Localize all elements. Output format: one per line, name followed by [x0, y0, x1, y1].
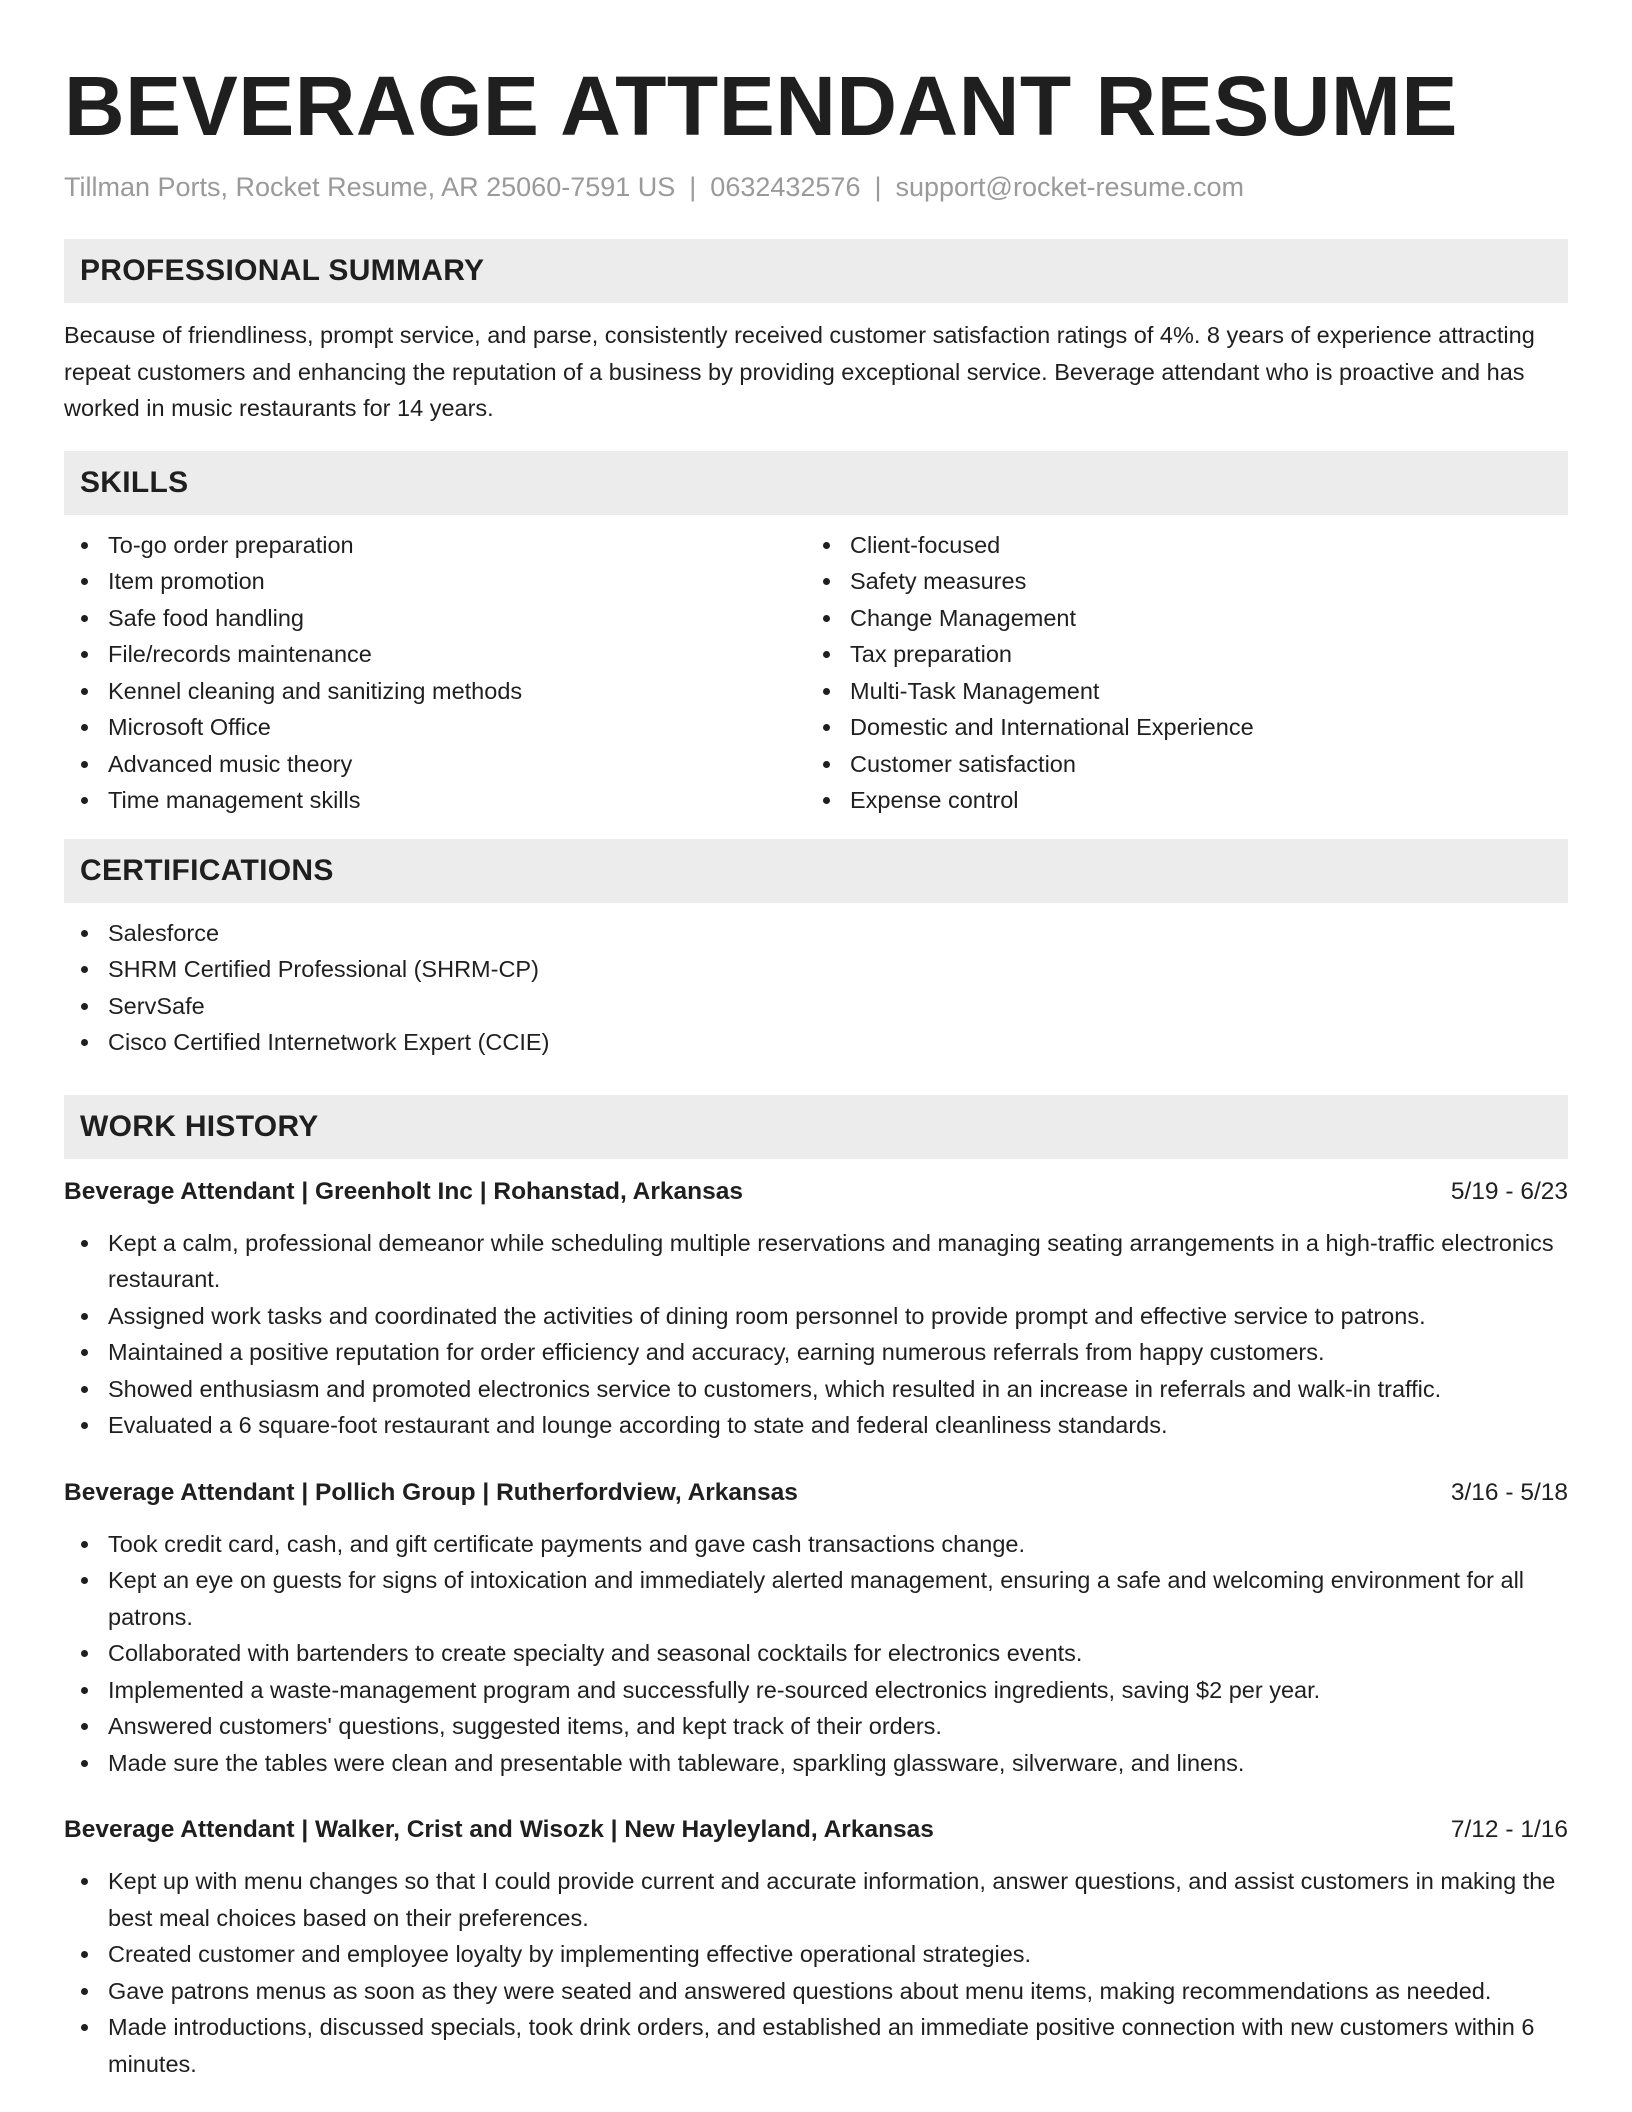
section-header-skills: SKILLS [64, 451, 1568, 515]
job-dates: 3/16 - 5/18 [1450, 1478, 1568, 1506]
skill-item: Time management skills [108, 782, 806, 819]
job-title: Beverage Attendant | Walker, Crist and Wisozk | New Hayleyland, Arkansas [64, 1816, 934, 1843]
skills-list-left [64, 527, 806, 819]
section-header-summary: PROFESSIONAL SUMMARY [64, 239, 1568, 303]
job-title: Beverage Attendant | Greenholt Inc | Rohanstad, Arkansas [64, 1177, 744, 1205]
job-entry [64, 1813, 1568, 2082]
job-duty: Answered customers' questions, suggested items, and kept track of their orders. [108, 1708, 1568, 1745]
certification-item: SHRM Certified Professional (SHRM-CP) [108, 951, 1568, 988]
skill-item: Item promotion [108, 563, 806, 600]
job-duties-list [64, 1863, 1568, 2082]
contact-separator: | [689, 172, 697, 202]
skills-grid [64, 527, 1568, 819]
job-duty: Kept up with menu changes so that I could provide current and accurate information, answer questions, and assist customers in making the best meal choices based on their preferences. [108, 1863, 1568, 1936]
summary-text: Because of friendliness, prompt service, and parse, consistently received customer satisfaction ratings of 4%. 8 years of experience attracting repeat customers and enhancing the reputation of a business by providing exceptional service. Beverage attendant who is proactive and has worked in music restaurants for 14 years. [64, 322, 1535, 421]
resume-title: BEVERAGE ATTENDANT RESUME [64, 59, 1458, 153]
skill-item: Multi-Task Management [850, 673, 1548, 710]
contact-line [64, 170, 1568, 204]
contact-phone[interactable]: 0632432576 [710, 172, 861, 202]
skill-item: Safety measures [850, 563, 1548, 600]
certification-item: Salesforce [108, 915, 1568, 952]
skill-item: To-go order preparation [108, 527, 806, 564]
job-duty: Collaborated with bartenders to create specialty and seasonal cocktails for electronics events. [108, 1635, 1568, 1672]
job-duty: Made introductions, discussed specials, took drink orders, and established an immediate positive connection with new customers within 6 minutes. [108, 2009, 1568, 2082]
skill-item: Tax preparation [850, 636, 1548, 673]
skill-item: File/records maintenance [108, 636, 806, 673]
skill-item: Change Management [850, 600, 1548, 637]
skill-item: Microsoft Office [108, 709, 806, 746]
certification-item: Cisco Certified Internetwork Expert (CCIE) [108, 1024, 1568, 1061]
contact-separator: | [874, 172, 882, 202]
certification-item: ServSafe [108, 988, 1568, 1025]
contact-address: Tillman Ports, Rocket Resume, AR 25060-7591 US [64, 172, 676, 202]
job-duties-list [64, 1526, 1568, 1782]
job-duty: Implemented a waste-management program and successfully re-sourced electronics ingredients, saving $2 per year. [108, 1672, 1568, 1709]
job-duty: Evaluated a 6 square-foot restaurant and lounge according to state and federal cleanliness standards. [108, 1407, 1568, 1444]
job-header [64, 1813, 1568, 1847]
skills-column-left [64, 527, 806, 819]
job-duties-list [64, 1225, 1568, 1444]
skill-item: Expense control [850, 782, 1548, 819]
skill-item: Client-focused [850, 527, 1548, 564]
job-header [64, 1476, 1568, 1510]
job-duty: Made sure the tables were clean and presentable with tableware, sparkling glassware, silverware, and linens. [108, 1745, 1568, 1782]
resume-page [64, 0, 1568, 2082]
section-header-certifications: CERTIFICATIONS [64, 839, 1568, 903]
job-duty: Created customer and employee loyalty by implementing effective operational strategies. [108, 1936, 1568, 1973]
section-header-work-history: WORK HISTORY [64, 1095, 1568, 1159]
job-duty: Kept an eye on guests for signs of intoxication and immediately alerted management, ensuring a safe and welcoming environment for all patrons. [108, 1562, 1568, 1635]
job-duty: Maintained a positive reputation for order efficiency and accuracy, earning numerous referrals from happy customers. [108, 1334, 1568, 1371]
skill-item: Kennel cleaning and sanitizing methods [108, 673, 806, 710]
skill-item: Advanced music theory [108, 746, 806, 783]
job-duty: Gave patrons menus as soon as they were seated and answered questions about menu items, making recommendations as needed. [108, 1973, 1568, 2010]
job-duty: Showed enthusiasm and promoted electronics service to customers, which resulted in an increase in referrals and walk-in traffic. [108, 1371, 1568, 1408]
job-header [64, 1175, 1568, 1209]
skills-list-right [806, 527, 1548, 819]
job-duty: Took credit card, cash, and gift certificate payments and gave cash transactions change. [108, 1526, 1568, 1563]
skill-item: Customer satisfaction [850, 746, 1548, 783]
skill-item: Domestic and International Experience [850, 709, 1548, 746]
job-duty: Assigned work tasks and coordinated the activities of dining room personnel to provide prompt and effective service to patrons. [108, 1298, 1568, 1335]
job-title: Beverage Attendant | Pollich Group | Rutherfordview, Arkansas [64, 1478, 798, 1506]
job-dates: 7/12 - 1/16 [1450, 1816, 1568, 1843]
job-entry [64, 1476, 1568, 1782]
job-duty: Kept a calm, professional demeanor while scheduling multiple reservations and managing seating arrangements in a high-traffic electronics restaurant. [108, 1225, 1568, 1298]
job-entry [64, 1175, 1568, 1444]
skill-item: Safe food handling [108, 600, 806, 637]
job-dates: 5/19 - 6/23 [1450, 1177, 1568, 1205]
skills-column-right [806, 527, 1548, 819]
certifications-list [64, 915, 1568, 1061]
contact-email[interactable]: support@rocket-resume.com [895, 172, 1245, 202]
